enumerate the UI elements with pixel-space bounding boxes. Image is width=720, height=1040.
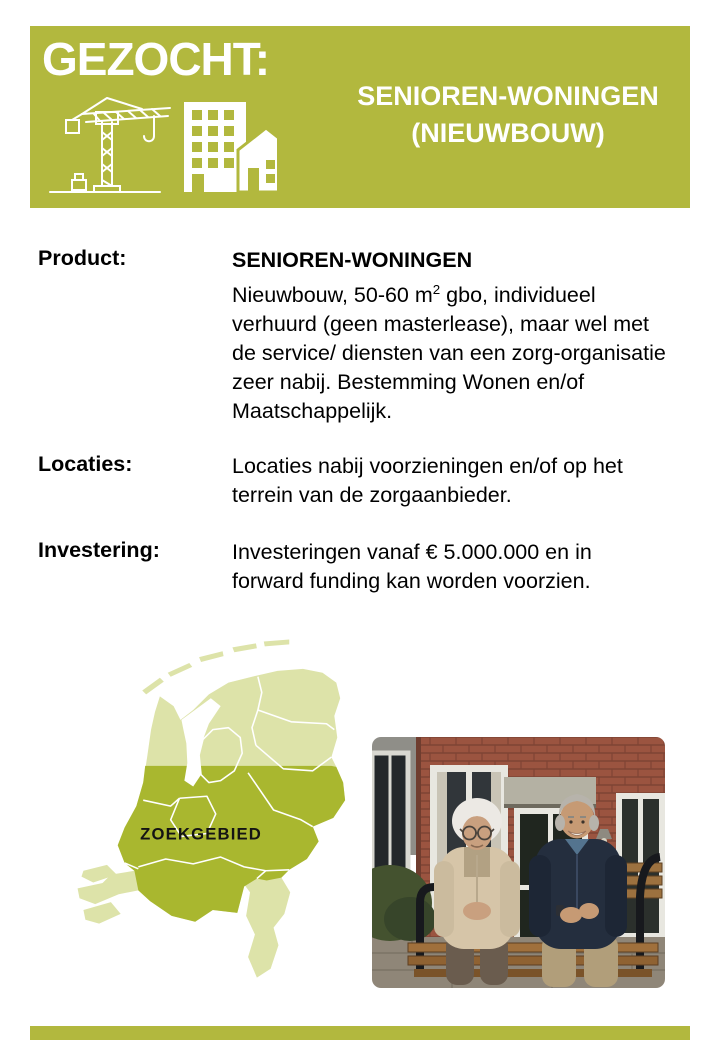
product-line5: zeer nabij. Bestemming Wonen en/of [232, 370, 585, 395]
locaties-line2: terrein van de zorgaanbieder. [232, 483, 512, 507]
footer-bar [30, 1026, 690, 1040]
netherlands-map-svg [56, 632, 350, 988]
page-title: GEZOCHT: [42, 33, 270, 85]
header-banner [30, 26, 690, 208]
product-line2 [232, 275, 666, 310]
product-line4: de service/ diensten van een zorg-organisatie [232, 341, 666, 366]
header-subtitle-line2: (NIEUWBOUW) [411, 118, 605, 148]
product-line2-post: gbo, individueel [440, 283, 596, 308]
investering-line2: forward funding kan worden voorzien. [232, 569, 591, 593]
header-subtitle [328, 78, 688, 152]
product-line2-sup: 2 [432, 282, 441, 297]
locaties-label: Locaties: [38, 452, 133, 476]
investering-text [232, 538, 592, 596]
product-label: Product: [38, 246, 127, 270]
crane-and-buildings-illustration [42, 88, 277, 200]
header-subtitle-line1: SENIOREN-WONINGEN [357, 81, 659, 111]
elderly-couple-illustration [372, 737, 665, 988]
zoekgebied-region [118, 766, 345, 922]
elderly-couple-photo [372, 737, 665, 988]
netherlands-map [56, 632, 350, 988]
product-line6: Maatschappelijk. [232, 399, 393, 424]
crane-icon [50, 98, 170, 192]
construction-icons [42, 88, 277, 205]
product-line3: verhuurd (geen masterlease), maar wel met [232, 312, 650, 337]
locaties-line1: Locaties nabij voorzieningen en/of op het [232, 454, 623, 478]
locaties-text [232, 452, 623, 510]
investering-line1: Investeringen vanaf € 5.000.000 en in [232, 540, 592, 564]
product-text [232, 246, 666, 426]
product-title: SENIOREN-WONINGEN [232, 248, 473, 272]
zoekgebied-label: ZOEKGEBIED [140, 824, 262, 844]
product-line2-pre: Nieuwbouw, 50-60 m [232, 283, 433, 308]
investering-label: Investering: [38, 538, 160, 562]
zeeland-islands [78, 865, 121, 924]
